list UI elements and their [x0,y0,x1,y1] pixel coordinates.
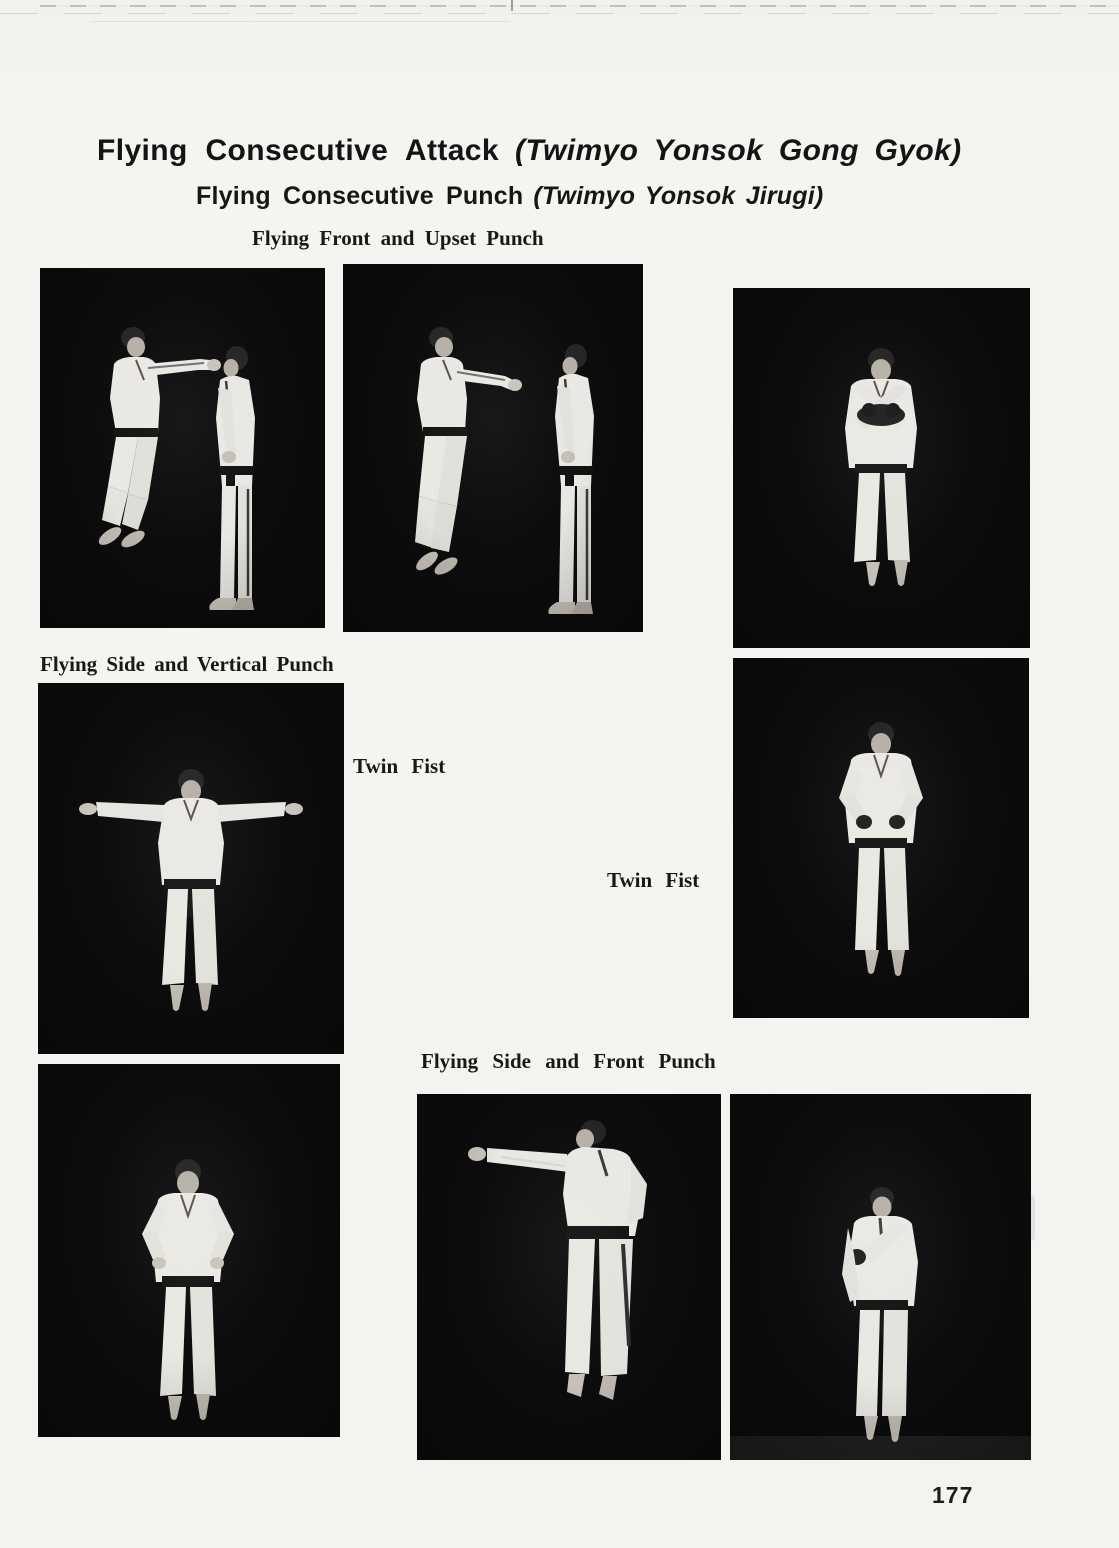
photo-front-upset-1 [40,268,325,628]
martial-artists-figure [40,268,325,628]
martial-artist-figure [733,658,1029,1018]
photo-side-vertical-chamber [38,1064,340,1437]
scan-streak [90,21,510,22]
title-romanized: (Twimyo Yonsok Gong Gyok) [514,134,962,167]
martial-artist-figure [38,1064,340,1437]
photo-twin-fist-right [733,658,1029,1018]
photo-side-front-front-punch [730,1094,1031,1460]
martial-artist-figure [730,1094,1031,1460]
page-subtitle [196,182,823,211]
subtitle-romanized: (Twimyo Yonsok Jirugi) [533,182,824,210]
label-twin-fist-1: Twin Fist [353,754,446,778]
scan-mark [511,0,513,11]
photo-side-front-side-punch [417,1094,721,1460]
martial-artist-figure [733,288,1030,648]
title-english: Flying Consecutive Attack [97,134,499,167]
defender-figure [209,346,255,610]
page-title [97,134,962,168]
scan-streak [0,13,1119,14]
photo-side-vertical-spread [38,683,344,1054]
scan-light-band [730,1436,1031,1460]
section-heading-front-upset-punch: Flying Front and Upset Punch [252,226,544,250]
section-heading-side-front-punch: Flying Side and Front Punch [421,1049,716,1073]
martial-artist-figure [38,683,344,1054]
photo-front-upset-2 [343,264,643,632]
scan-streak [40,5,1119,7]
page-number: 177 [932,1482,974,1508]
attacker-figure [413,327,522,578]
martial-artist-figure [417,1094,721,1460]
section-heading-side-vertical-punch: Flying Side and Vertical Punch [40,652,334,676]
label-twin-fist-2: Twin Fist [607,868,700,892]
attacker-figure [96,327,221,551]
defender-figure [548,344,594,614]
photo-twin-fist-prep [733,288,1030,648]
subtitle-english: Flying Consecutive Punch [196,182,524,210]
martial-artists-figure [343,264,643,632]
